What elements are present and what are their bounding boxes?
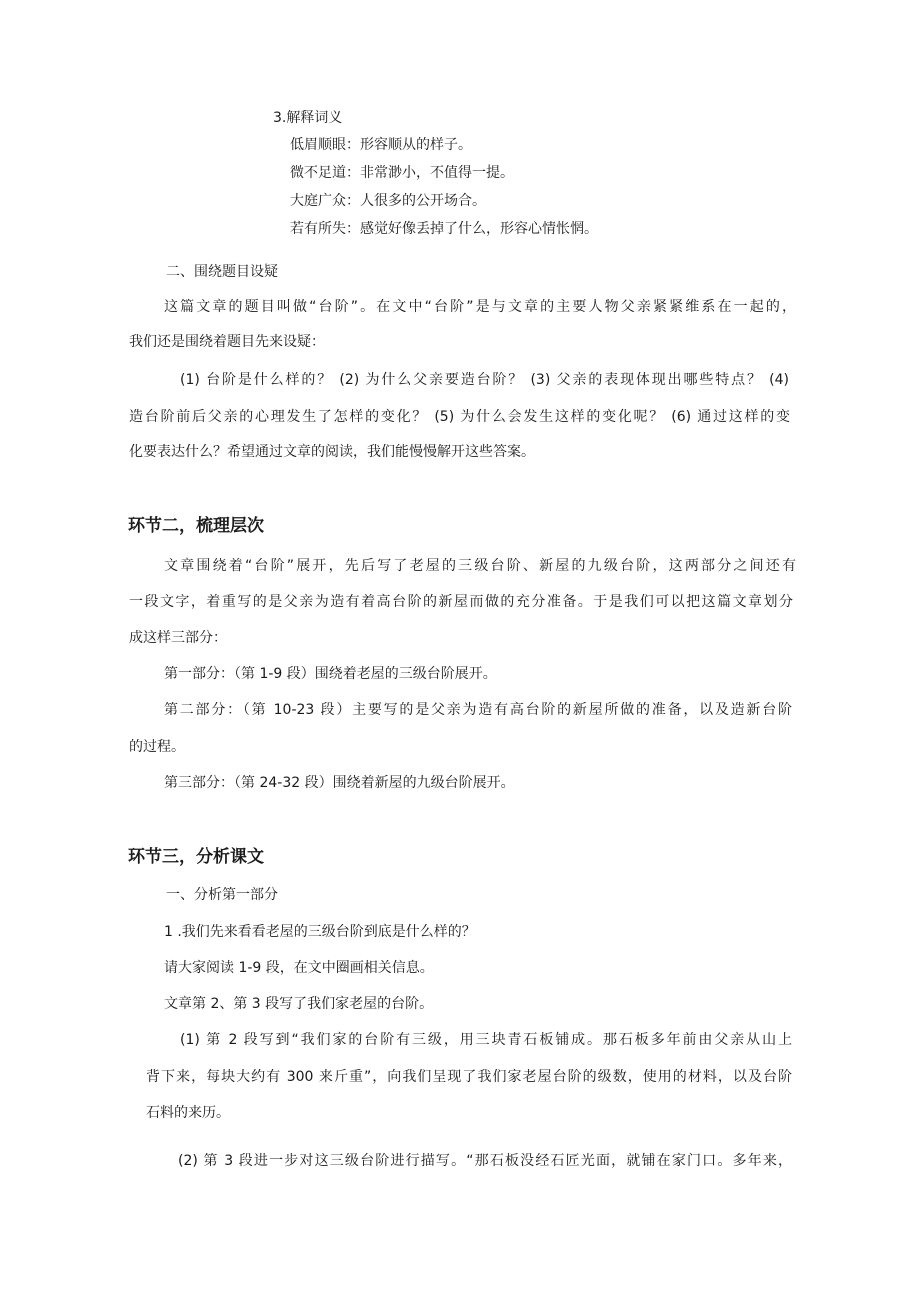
- section2-part2-line: 的过程。: [129, 739, 185, 755]
- section2-para-line: 一段文字，着重写的是父亲为造有着高台阶的新屋而做的充分准备。于是我们可以把这篇文章划分: [129, 594, 793, 610]
- vocab-heading: 3.解释词义: [273, 110, 343, 126]
- questions-intro-line: 我们还是围绕着题目先来设疑：: [129, 334, 325, 350]
- section3-p2-line: (2) 第 3 段进一步对这三级台阶进行描写。“那石板没经石匠光面，就铺在家门口。多年来，: [178, 1153, 792, 1169]
- section2-part3: 第三部分：（第 24-32 段）围绕着新屋的九级台阶展开。: [164, 775, 515, 791]
- section2-part2-line: 第二部分：（第 10-23 段）主要写的是父亲为造有高台阶的新屋所做的准备，以及造新台阶: [164, 702, 792, 718]
- questions-list-line: (1) 台阶是什么样的？ (2) 为什么父亲要造台阶？ (3) 父亲的表现体现出哪些特点？ (4): [180, 372, 789, 388]
- section3-instruction: 请大家阅读 1-9 段，在文中圈画相关信息。: [164, 960, 434, 976]
- section3-para-intro: 文章第 2、第 3 段写了我们家老屋的台阶。: [164, 996, 434, 1012]
- section3-p1-line: 石料的来历。: [146, 1105, 230, 1121]
- questions-list-line: 化要表达什么？希望通过文章的阅读，我们能慢慢解开这些答案。: [129, 444, 535, 460]
- section3-p1-line: (1) 第 2 段写到“我们家的台阶有三级，用三块青石板铺成。那石板多年前由父亲从山上: [180, 1032, 792, 1048]
- vocab-item: 若有所失：感觉好像丢掉了什么，形容心情怅惘。: [290, 221, 598, 237]
- questions-heading: 二、围绕题目设疑: [166, 264, 278, 280]
- questions-list-line: 造台阶前后父亲的心理发生了怎样的变化？ (5) 为什么会发生这样的变化呢？ (6) 通过这样的变: [129, 409, 790, 425]
- questions-intro-line: 这篇文章的题目叫做“台阶”。在文中“台阶”是与文章的主要人物父亲紧紧维系在一起的，: [164, 299, 796, 315]
- section3-subheading: 一、分析第一部分: [166, 887, 278, 903]
- section3-p1-line: 背下来，每块大约有 300 来斤重”，向我们呈现了我们家老屋台阶的级数，使用的材料，以及台阶: [146, 1069, 792, 1085]
- section3-question: 1 .我们先来看看老屋的三级台阶到底是什么样的？: [164, 924, 476, 940]
- vocab-item: 大庭广众：人很多的公开场合。: [290, 193, 486, 209]
- section3-title: 环节三，分析课文: [128, 847, 264, 867]
- section2-para-line: 成这样三部分：: [129, 630, 227, 646]
- section2-title: 环节二，梳理层次: [128, 516, 264, 536]
- vocab-item: 微不足道：非常渺小，不值得一提。: [290, 165, 514, 181]
- vocab-item: 低眉顺眼：形容顺从的样子。: [290, 137, 472, 153]
- section2-para-line: 文章围绕着“台阶”展开，先后写了老屋的三级台阶、新屋的九级台阶，这两部分之间还有: [164, 558, 796, 574]
- section2-part1: 第一部分：（第 1-9 段）围绕着老屋的三级台阶展开。: [164, 666, 497, 682]
